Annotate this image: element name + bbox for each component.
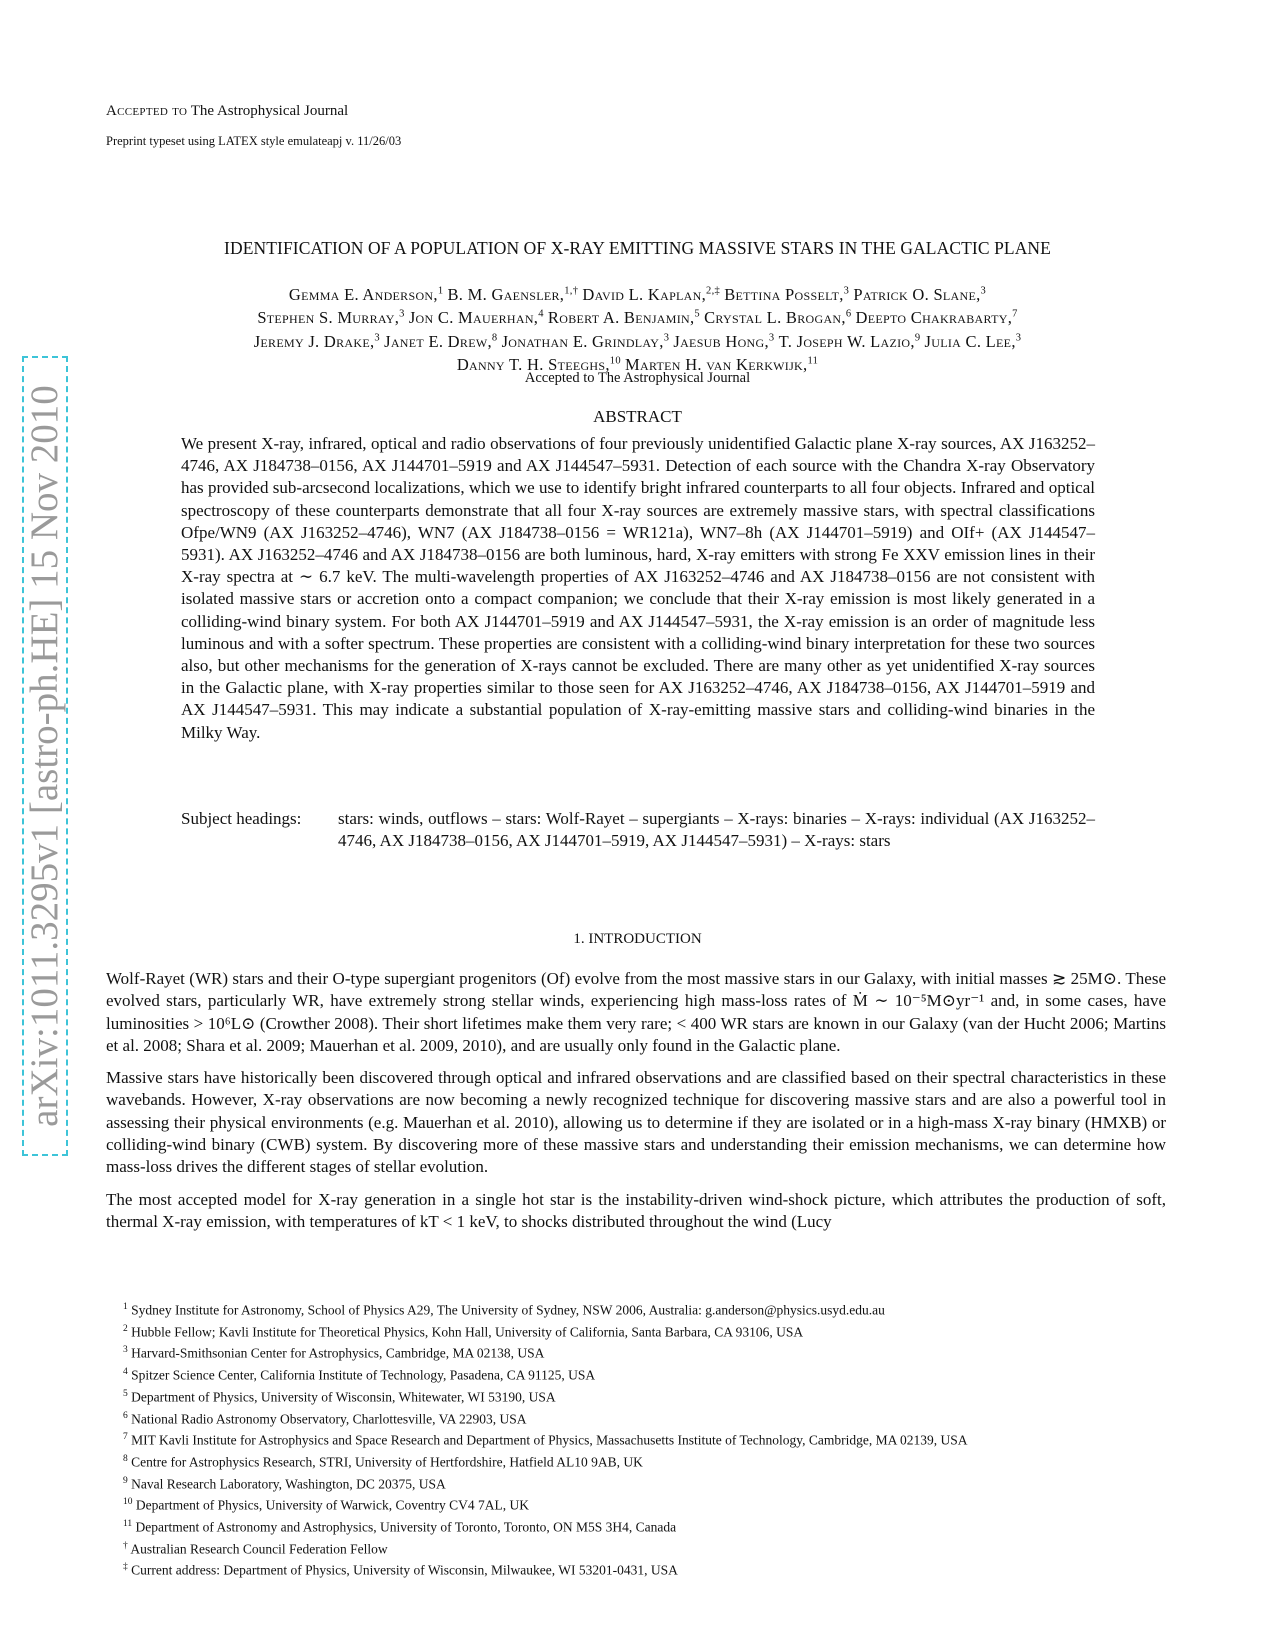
- footnote: $^8$ Centre for Astrophysics Research, STRI, University of Hertfordshire, Hatfield AL10 9AB, UK: [123, 1453, 643, 1470]
- author: B. M. Gaensler,$^{1,\dagger}$: [447, 284, 579, 304]
- footnote: ‡ Current address: Department of Physics, University of Wisconsin, Milwaukee, WI 53201-0431, USA: [123, 1562, 678, 1578]
- paper-title: IDENTIFICATION OF A POPULATION OF X-RAY EMITTING MASSIVE STARS IN THE GALACTIC PLANE: [224, 238, 1051, 258]
- arxiv-stamp-text: arXiv:1011.3295v1 [astro-ph.HE] 15 Nov 2010: [23, 385, 66, 1127]
- paragraph: Massive stars have historically been discovered through optical and infrared observations and are classified based on their spectral characteristics in these wavebands. However, X-ray observations are now becoming a newly recognized technique for discovering massive stars and are also a powerful tool in assessing their physical environments (e.g. Mauerhan et al. 2010), allowing us to determine if they are isolated or in a high-mass X-ray binary (HMXB) or colliding-wind binary (CWB) system. By discovering more of these massive stars and understanding their emission mechanisms, we can determine how mass-loss drives the different stages of stellar evolution.: [106, 1068, 1166, 1177]
- footnote: $^5$ Department of Physics, University of Wisconsin, Whitewater, WI 53190, USA: [123, 1388, 556, 1405]
- subject-headings: [181, 808, 1095, 851]
- footnote: $^{10}$ Department of Physics, University of Warwick, Coventry CV4 7AL, UK: [123, 1497, 529, 1513]
- footnote: $^9$ Naval Research Laboratory, Washington, DC 20375, USA: [123, 1475, 446, 1492]
- footnote: † Australian Research Council Federation Fellow: [123, 1540, 388, 1557]
- footnote: $^{11}$ Department of Astronomy and Astrophysics, University of Toronto, Toronto, ON M5S 3H4, Canada: [123, 1519, 677, 1535]
- section-heading: 1. INTRODUCTION: [573, 931, 702, 947]
- subject-headings-label: Subject headings:: [181, 809, 302, 828]
- author: Julia C. Lee,$^3$: [924, 331, 1022, 351]
- paragraph: Wolf-Rayet (WR) stars and their O-type supergiant progenitors (Of) evolve from the most massive stars in our Galaxy, with initial masses ≳ 25M⊙. These evolved stars, particularly WR, have extremely strong stellar winds, experiencing high mass-loss rates of Ṁ ∼ 10⁻⁵M⊙yr⁻¹ and, in some cases, have luminosities > 10⁶L⊙ (Crowther 2008). Their short lifetimes make them very rare; < 400 WR stars are known in our Galaxy (van der Hucht 2006; Martins et al. 2008; Shara et al. 2009; Mauerhan et al. 2009, 2010), and are usually only found in the Galactic plane.: [106, 969, 1166, 1055]
- footnote: $^1$ Sydney Institute for Astronomy, School of Physics A29, The University of Sydney, NSW 2006, Australia: g.anderson@physics.usyd.edu.au: [123, 1302, 885, 1318]
- footnote: $^7$ MIT Kavli Institute for Astrophysics and Space Research and Department of Physics, Massachusetts Institute of Technology, Cambridge, MA 02139, USA: [123, 1432, 968, 1448]
- acceptance-note: Accepted to The Astrophysical Journal: [524, 370, 751, 386]
- footnote: $^6$ National Radio Astronomy Observatory, Charlottesville, VA 22903, USA: [123, 1410, 527, 1427]
- footnotes: [123, 1298, 1173, 1580]
- footnote: $^2$ Hubble Fellow; Kavli Institute for Theoretical Physics, Kohn Hall, University of California, Santa Barbara, CA 93106, USA: [123, 1323, 804, 1340]
- author: Patrick O. Slane,$^3$: [853, 284, 987, 304]
- abstract-text: We present X-ray, infrared, optical and radio observations of four previously unidentified Galactic plane X-ray sources, AX J163252–4746, AX J184738–0156, AX J144701–5919 and AX J144547–5931. Detection of each source with the Chandra X-ray Observatory has provided sub-arcsecond localizations, which we use to identify bright infrared counterparts to all four objects. Infrared and optical spectroscopy of these counterparts demonstrate that all four X-ray sources are extremely massive stars, with spectral classifications Ofpe/WN9 (AX J163252–4746), WN7 (AX J184738–0156 = WR121a), WN7–8h (AX J144701–5919) and OIf+ (AX J144547–5931). AX J163252–4746 and AX J184738–0156 are both luminous, hard, X-ray emitters with strong Fe XXV emission lines in their X-ray spectra at ∼ 6.7 keV. The multi-wavelength properties of AX J163252–4746 and AX J184738–0156 are not consistent with isolated massive stars or accretion onto a compact companion; we conclude that their X-ray emission is most likely generated in a colliding-wind binary system. For both AX J144701–5919 and AX J144547–5931, the X-ray emission is an order of magnitude less luminous and with a softer spectrum. These properties are consistent with a colliding-wind binary interpretation for these two sources also, but other mechanisms for the generation of X-rays cannot be excluded. There are many other as yet unidentified X-ray sources in the Galactic plane, with X-ray properties similar to those seen for AX J163252–4746, AX J184738–0156, AX J144701–5919 and AX J144547–5931. This may indicate a substantial population of X-ray-emitting massive stars and colliding-wind binaries in the Milky Way.: [181, 434, 1095, 742]
- author: Janet E. Drew,$^8$: [384, 331, 498, 351]
- author: Jonathan E. Grindlay,$^3$: [501, 331, 670, 351]
- arxiv-stamp[interactable]: [22, 356, 68, 1156]
- introduction-body: [106, 968, 1166, 1243]
- author: Crystal L. Brogan,$^6$: [704, 308, 852, 327]
- subject-headings-text: stars: winds, outflows – stars: Wolf-Rayet – supergiants – X-rays: binaries – X-rays: individual (AX J163252–4746, AX J184738–0156, AX J144701–5919, AX J144547–5931) – X-rays: stars: [338, 809, 1095, 850]
- paragraph: The most accepted model for X-ray generation in a single hot star is the instability-driven wind-shock picture, which attributes the production of soft, thermal X-ray emission, with temperatures of kT < 1 keV, to shocks distributed throughout the wind (Lucy: [106, 1189, 1166, 1231]
- abstract-heading: ABSTRACT: [593, 407, 682, 426]
- author: T. Joseph W. Lazio,$^9$: [778, 331, 921, 351]
- accepted-prefix: Accepted to: [106, 103, 188, 119]
- author: Marten H. van Kerkwijk,$^{11}$: [625, 355, 819, 374]
- footnote: $^4$ Spitzer Science Center, California Institute of Technology, Pasadena, CA 91125, USA: [123, 1367, 596, 1383]
- author: Jaesub Hong,$^3$: [673, 331, 775, 351]
- author: Deepto Chakrabarty,$^7$: [855, 308, 1018, 327]
- author-list: [0, 281, 1275, 375]
- author: Gemma E. Anderson,$^1$: [288, 284, 444, 304]
- footnote: $^3$ Harvard-Smithsonian Center for Astrophysics, Cambridge, MA 02138, USA: [123, 1345, 545, 1361]
- author: Robert A. Benjamin,$^5$: [547, 308, 700, 327]
- preprint-line: Preprint typeset using LATEX style emulateapj v. 11/26/03: [106, 134, 402, 148]
- author: Danny T. H. Steeghs,$^{10}$: [456, 355, 621, 374]
- author: Jeremy J. Drake,$^3$: [253, 331, 380, 351]
- journal-header: [106, 103, 348, 120]
- journal-name: The Astrophysical Journal: [190, 103, 349, 119]
- author: Bettina Posselt,$^3$: [724, 284, 850, 304]
- author: David L. Kaplan,$^{2,\ddagger}$: [582, 284, 721, 304]
- author: Jon C. Mauerhan,$^4$: [408, 308, 544, 327]
- author: Stephen S. Murray,$^3$: [257, 308, 405, 327]
